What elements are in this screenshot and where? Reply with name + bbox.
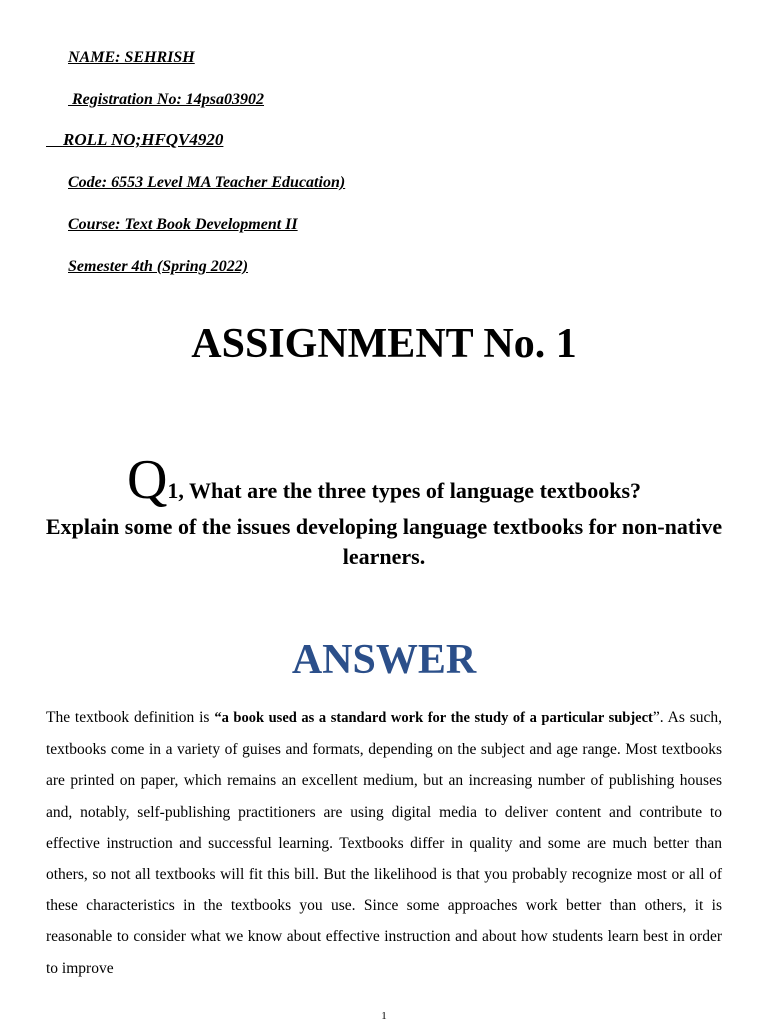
roll-number: ROLL NO;HFQV4920 bbox=[46, 130, 224, 149]
answer-paragraph bbox=[46, 702, 722, 984]
question bbox=[40, 449, 728, 572]
semester: Semester 4th (Spring 2022) bbox=[68, 258, 249, 275]
quote-open: “ bbox=[214, 710, 222, 726]
question-first-line: 1, What are the three types of language textbooks? bbox=[167, 478, 642, 503]
question-rest: Explain some of the issues developing language textbooks for non-native learners. bbox=[45, 514, 723, 569]
page-number: 1 bbox=[381, 1010, 387, 1022]
quote-close: ” bbox=[652, 709, 660, 726]
course-name: Course: Text Book Development II bbox=[68, 216, 298, 233]
textbook-definition: a book used as a standard work for the study of a particular subject bbox=[221, 710, 653, 726]
student-name: NAME: SEHRISH bbox=[68, 49, 195, 66]
answer-heading: ANSWER bbox=[291, 637, 477, 683]
course-code: Code: 6553 Level MA Teacher Education) bbox=[68, 174, 346, 191]
paragraph-intro: The textbook definition is bbox=[46, 709, 215, 726]
question-drop-cap: Q bbox=[126, 449, 168, 511]
registration-number: Registration No: 14psa03902 bbox=[68, 91, 265, 108]
paragraph-continuation: . As such, textbooks come in a variety of guises and formats, depending on the subject and age range. Most textbooks are printed on paper, which remains an excellent medium, but an increasing number of publishing houses and, notably, self-publishing practitioners are using digital media to deliver content and contribute to effective instruction and successful learning. Textbooks differ in quality and some are much better than others, so not all textbooks will fit this bill. But the likelihood is that you probably recognize most or all of these characteristics in the textbooks you use. Since some approaches work better than others, it is reasonable to consider what we know about effective instruction and about how students learn best in order to improve bbox=[46, 709, 722, 977]
assignment-title: ASSIGNMENT No. 1 bbox=[191, 321, 577, 367]
question-line-1 bbox=[40, 449, 728, 512]
